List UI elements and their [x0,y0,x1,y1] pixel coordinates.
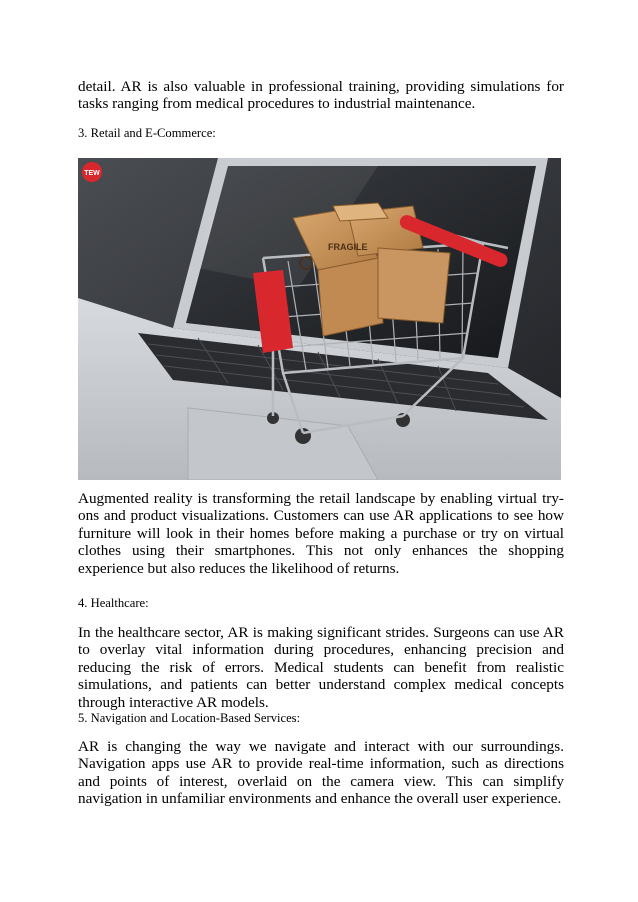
heading-healthcare: 4. Healthcare: [78,596,149,610]
paragraph-navigation: AR is changing the way we navigate and interact with our surroundings. Navigation apps use AR to provide real-time information, such as directions and points of interest, overlaid on the camera view. This can simplify navigation in unfamiliar environments and enhance the overall user experience. [78,738,564,808]
paragraph-training: detail. AR is also valuable in professional training, providing simulations for tasks ranging from medical procedures to industrial maintenance. [78,78,564,113]
fragile-label: FRAGILE [328,242,368,252]
paragraph-healthcare: In the healthcare sector, AR is making significant strides. Surgeons can use AR to overlay vital information during procedures, enhancing precision and reducing the risk of errors. Medical students can benefit from realistic simulations, and patients can better understand complex medical concepts through interactive AR models. [78,624,564,711]
photo-illustration [78,158,561,480]
tew-logo: TEW [84,170,100,177]
heading-navigation: 5. Navigation and Location-Based Services: [78,711,301,725]
paragraph-retail: Augmented reality is transforming the retail landscape by enabling virtual try-ons and product visualizations. Customers can use AR applications to see how furniture will look in their homes before making a purchase or try on virtual clothes using their smartphones. This not only enhances the shopping experience but also reduces the likelihood of returns. [78,490,564,577]
heading-retail: 3. Retail and E-Commerce: [78,126,216,140]
shopping-cart-laptop-image [78,158,561,480]
